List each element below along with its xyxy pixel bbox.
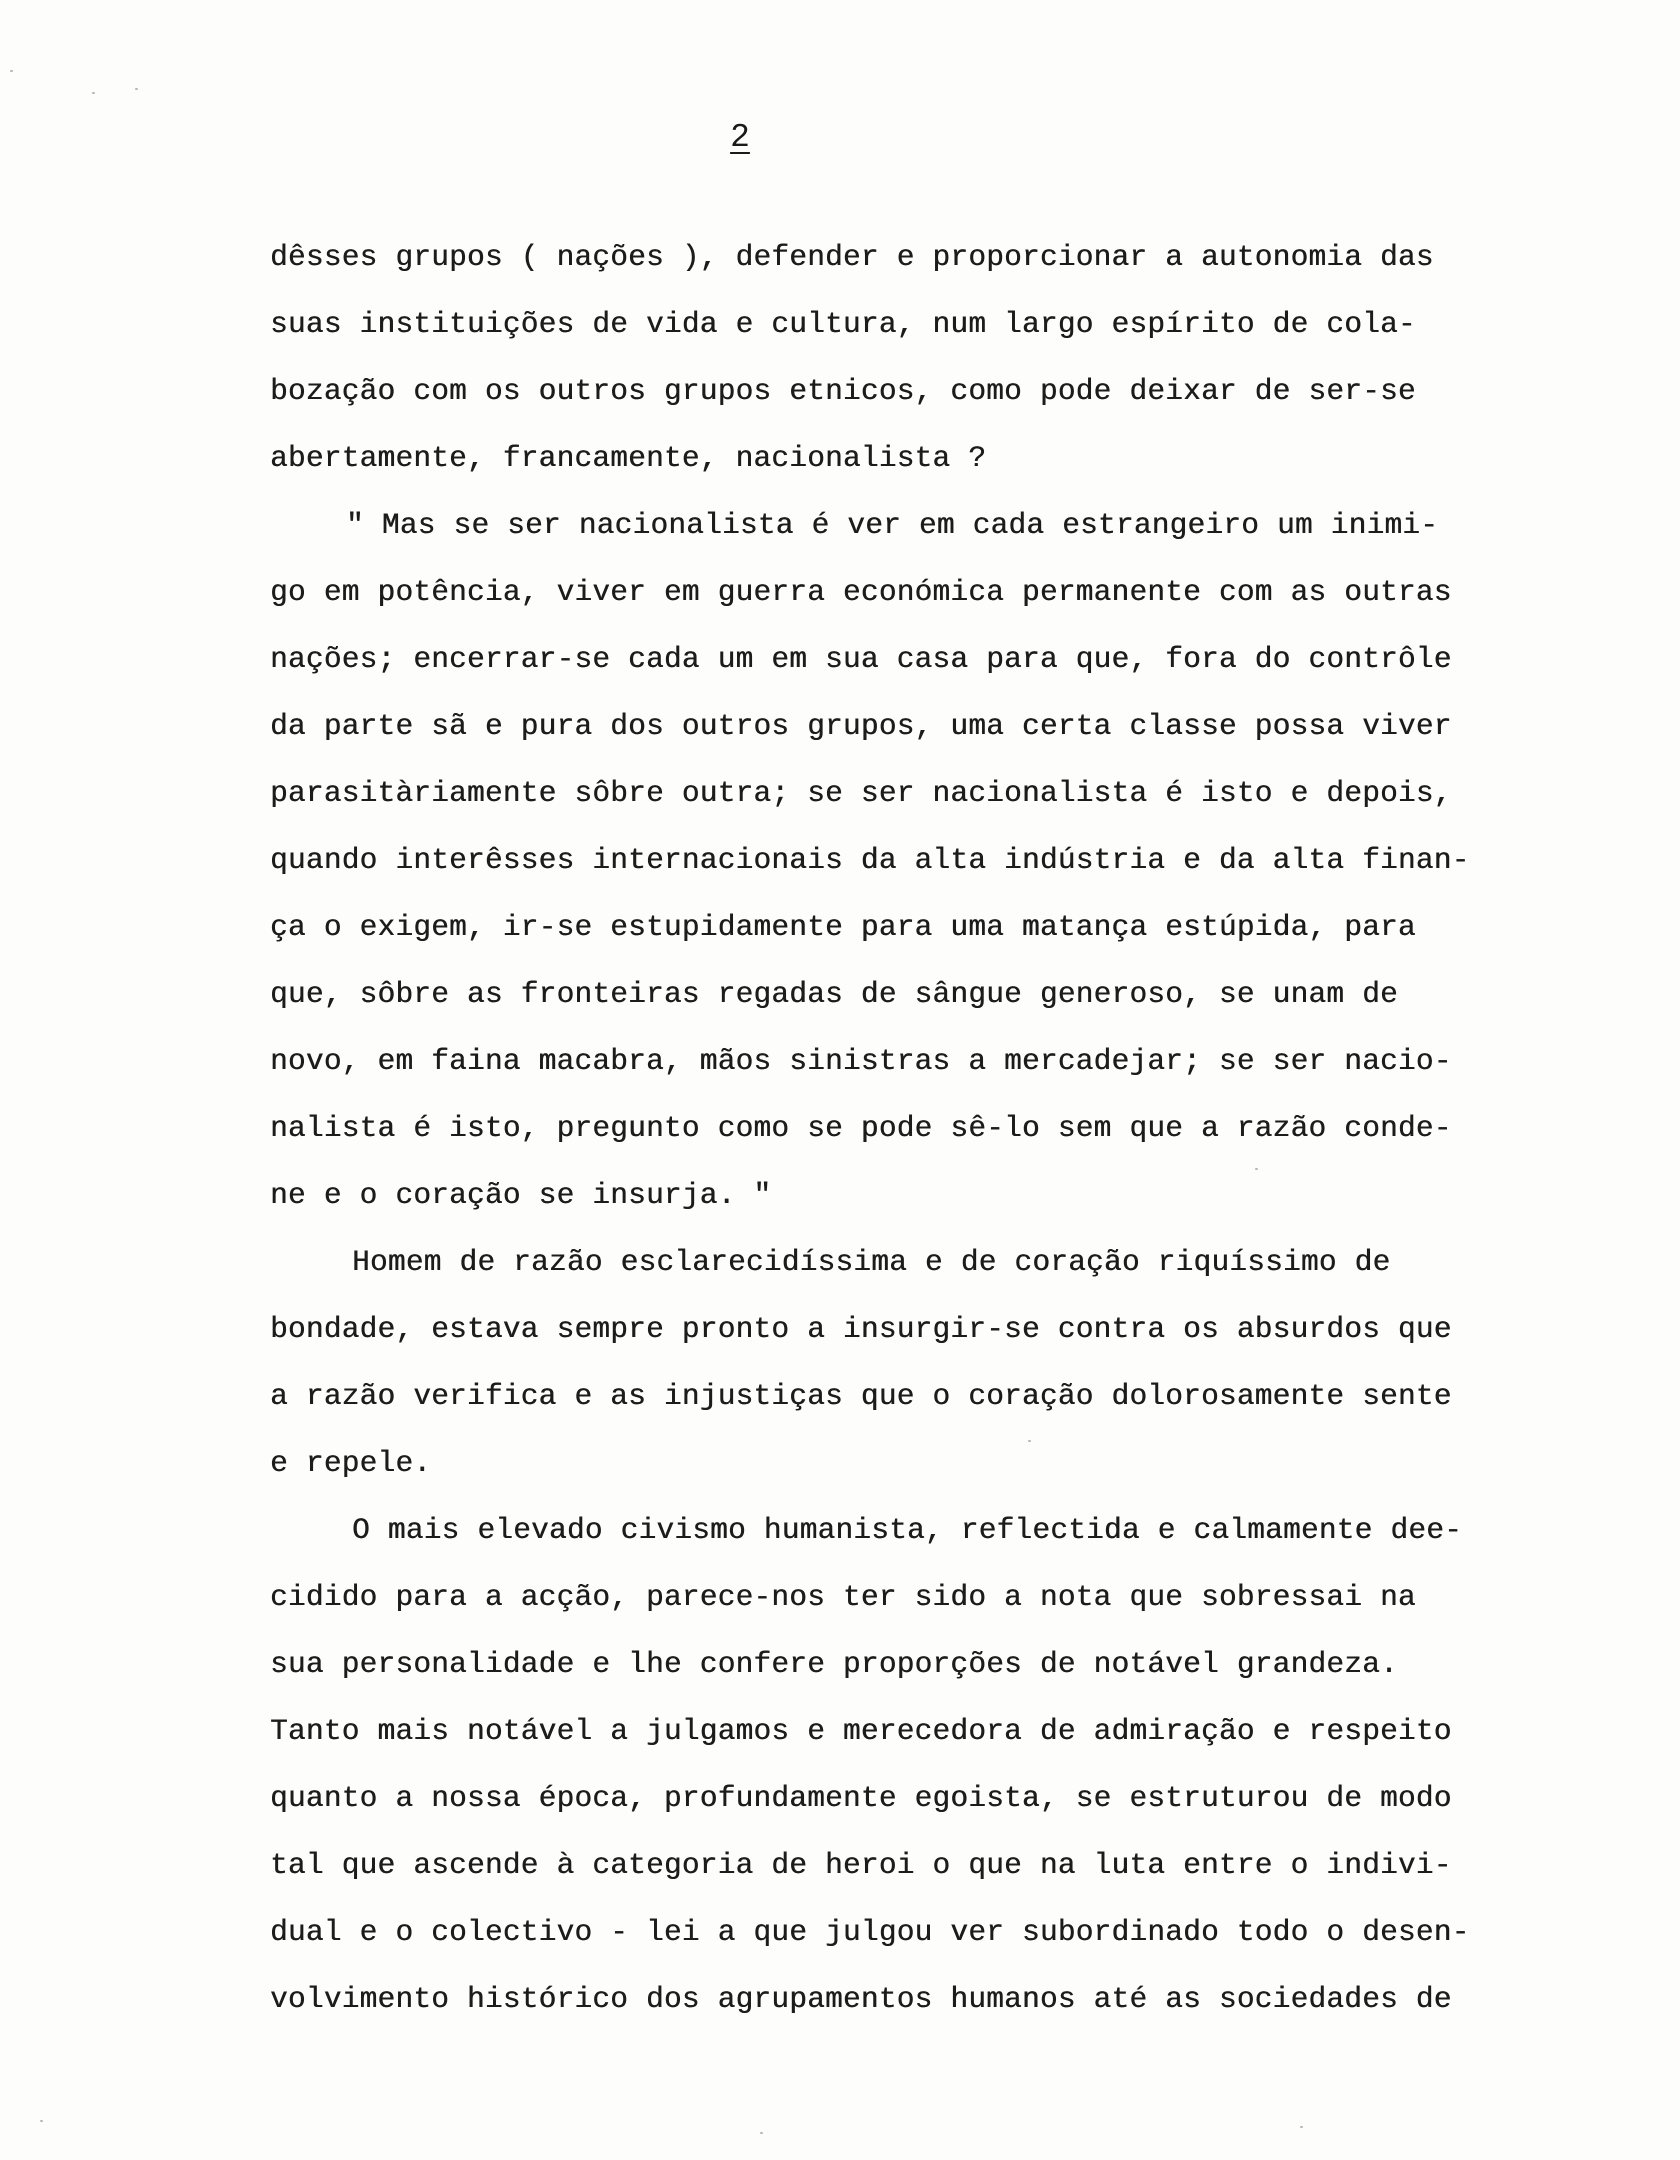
- text-line: quando interêsses internacionais da alta indústria e da alta finan-: [270, 843, 1470, 877]
- text-line: suas instituições de vida e cultura, num largo espírito de cola-: [270, 307, 1416, 341]
- text-line: e repele.: [270, 1446, 432, 1480]
- text-line: cidido para a acção, parece-nos ter sido a nota que sobressai na: [270, 1580, 1416, 1614]
- text-line: O mais elevado civismo humanista, reflectida e calmamente dee-: [352, 1513, 1462, 1547]
- text-line: bozação com os outros grupos etnicos, como pode deixar de ser-se: [270, 374, 1416, 408]
- text-line: novo, em faina macabra, mãos sinistras a mercadejar; se ser nacio-: [270, 1044, 1452, 1078]
- text-line: " Mas se ser nacionalista é ver em cada estrangeiro um inimi-: [346, 508, 1439, 542]
- scan-speck: [40, 2120, 43, 2122]
- scan-speck: [10, 70, 13, 72]
- text-line: nações; encerrar-se cada um em sua casa para que, fora do contrôle: [270, 642, 1452, 676]
- scan-speck: [135, 88, 138, 90]
- scan-speck: [92, 92, 95, 94]
- text-line: que, sôbre as fronteiras regadas de sângue generoso, se unam de: [270, 977, 1398, 1011]
- scan-speck: [1300, 2126, 1303, 2128]
- scan-speck: [1255, 1168, 1258, 1170]
- text-line: volvimento histórico dos agrupamentos humanos até as sociedades de: [270, 1982, 1452, 2016]
- text-line: sua personalidade e lhe confere proporções de notável grandeza.: [270, 1647, 1398, 1681]
- text-line: nalista é isto, pregunto como se pode sê-lo sem que a razão conde-: [270, 1111, 1452, 1145]
- text-line: da parte sã e pura dos outros grupos, uma certa classe possa viver: [270, 709, 1452, 743]
- text-line: Homem de razão esclarecidíssima e de coração riquíssimo de: [352, 1245, 1391, 1279]
- body-text: [270, 224, 1620, 2033]
- scan-speck: [1028, 1440, 1031, 1442]
- page-number: 2: [730, 119, 750, 156]
- scan-speck: [760, 2132, 763, 2134]
- text-line: go em potência, viver em guerra económica permanente com as outras: [270, 575, 1452, 609]
- text-line: Tanto mais notável a julgamos e merecedora de admiração e respeito: [270, 1714, 1452, 1748]
- text-line: ça o exigem, ir-se estupidamente para uma matança estúpida, para: [270, 910, 1416, 944]
- text-line: quanto a nossa época, profundamente egoista, se estruturou de modo: [270, 1781, 1452, 1815]
- text-line: ne e o coração se insurja. ": [270, 1178, 772, 1212]
- text-line: dêsses grupos ( nações ), defender e proporcionar a autonomia das: [270, 240, 1434, 274]
- text-line: tal que ascende à categoria de heroi o que na luta entre o indivi-: [270, 1848, 1452, 1882]
- text-line: bondade, estava sempre pronto a insurgir-se contra os absurdos que: [270, 1312, 1452, 1346]
- text-line: parasitàriamente sôbre outra; se ser nacionalista é isto e depois,: [270, 776, 1452, 810]
- text-line: abertamente, francamente, nacionalista ?: [270, 441, 987, 475]
- text-line: a razão verifica e as injustiças que o coração dolorosamente sente: [270, 1379, 1452, 1413]
- text-line: dual e o colectivo - lei a que julgou ver subordinado todo o desen-: [270, 1915, 1470, 1949]
